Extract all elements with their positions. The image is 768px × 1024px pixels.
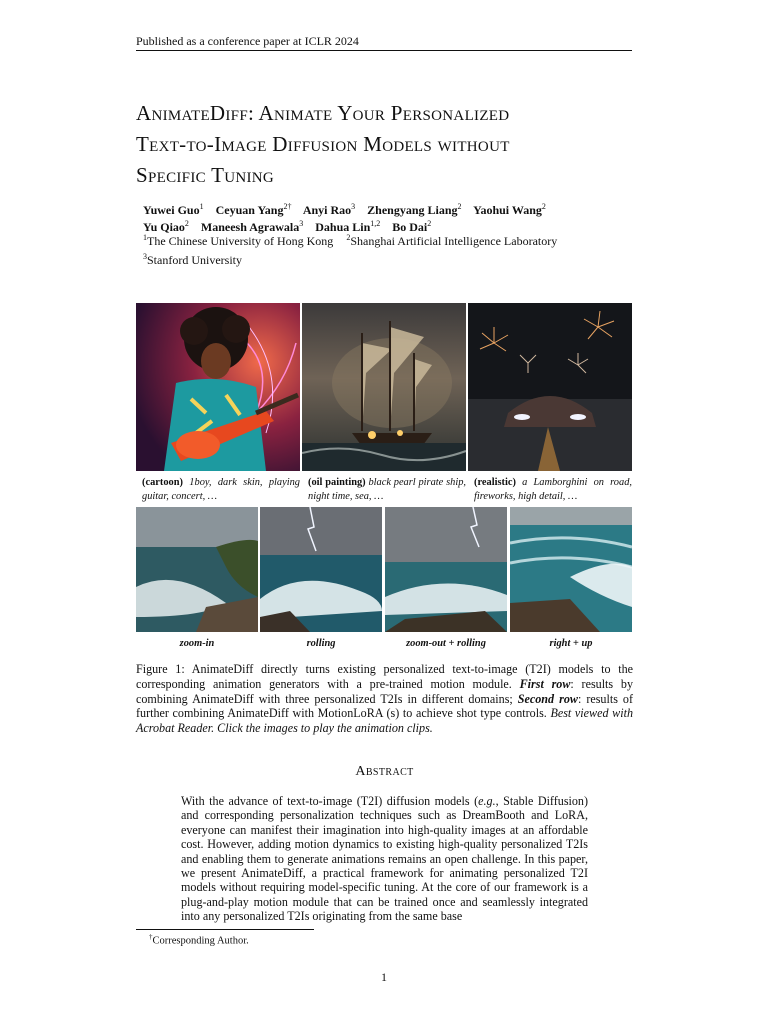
- author: Maneesh Agrawala$^3$: [200, 219, 304, 234]
- shot-label-zoom-in: zoom-in: [179, 638, 215, 649]
- author: Zhengyang Liang$^2$: [367, 202, 462, 217]
- right-up-wave-image[interactable]: [510, 507, 632, 632]
- running-header: Published as a conference paper at ICLR 2024: [136, 34, 359, 48]
- paper-title: [136, 98, 636, 191]
- affiliation: $^3$Stanford University: [143, 252, 242, 267]
- caption-oil-painting: (oil painting) black pearl pirate ship, night time, sea, …: [308, 477, 467, 502]
- author: Yuwei Guo$^1$: [143, 202, 204, 217]
- shot-label-rolling: rolling: [306, 638, 336, 649]
- author: Yaohui Wang$^2$: [473, 202, 546, 217]
- abstract-heading: Abstract: [355, 764, 414, 779]
- author-list: [143, 200, 638, 234]
- affiliations: [143, 230, 638, 268]
- page-number: 1: [381, 970, 387, 984]
- footnote: †Corresponding Author.: [149, 933, 249, 947]
- zoom-in-wave-image[interactable]: [136, 507, 258, 632]
- header-rule: [136, 50, 632, 51]
- caption-realistic: (realistic) a Lamborghini on road, fireworks, high detail, …: [474, 477, 632, 502]
- lamborghini-fireworks-image[interactable]: [468, 303, 632, 471]
- zoom-out-rolling-wave-image[interactable]: [385, 507, 507, 632]
- author: Dahua Lin$^{1,2}$: [315, 219, 381, 234]
- caption-cartoon: (cartoon) 1boy, dark skin, playing guitar, concert, …: [142, 477, 300, 502]
- author: Anyi Rao$^3$: [302, 202, 356, 217]
- title-line-1: AnimateDiff: Animate Your Personalized: [136, 101, 510, 125]
- rolling-wave-image[interactable]: [260, 507, 382, 632]
- pirate-ship-image[interactable]: [302, 303, 466, 471]
- author: Yu Qiao$^2$: [143, 219, 189, 234]
- title-line-3: Specific Tuning: [136, 163, 275, 187]
- author: Bo Dai$^2$: [392, 219, 432, 234]
- shot-label-zoom-out-rolling: zoom-out + rolling: [406, 638, 486, 649]
- abstract-body: With the advance of text-to-image (T2I) diffusion models (e.g., Stable Diffusion) and corresponding personalization techniques such as DreamBooth and LoRA, everyone can manifest their imagination into high-quality images at an affordable cost. However, adding motion dynamics to existing high-quality personalized T2Is and enabling them to generate animations remains an open challenge. In this paper, we present AnimateDiff, a practical framework for animating personalized T2I models without requiring model-specific tuning. At the core of our framework is a plug-and-play motion module that can be trained once and seamlessly integrated into any personalized T2Is originating from the same base: [181, 794, 589, 924]
- cartoon-guitar-image[interactable]: [136, 303, 300, 471]
- shot-label-right-up: right + up: [549, 638, 593, 649]
- author: Ceyuan Yang$^{2\dagger}$: [215, 202, 292, 217]
- affiliation: $^1$The Chinese University of Hong Kong: [143, 233, 334, 248]
- footnote-rule: [136, 929, 314, 930]
- title-line-2: Text-to-Image Diffusion Models without: [136, 132, 510, 156]
- figure-caption: Figure 1: AnimateDiff directly turns existing personalized text-to-image (T2I) models to the corresponding animation generators with a pre-trained motion module. First row: results by combining AnimateDiff with three personalized T2Is in different domains; Second row: results of further combining AnimateDiff with MotionLoRA (s) to achieve shot type controls. Best viewed with Acrobat Reader. Click the images to play the animation clips.: [136, 662, 634, 736]
- affiliation: $^2$Shanghai Artificial Intelligence Laboratory: [346, 233, 558, 248]
